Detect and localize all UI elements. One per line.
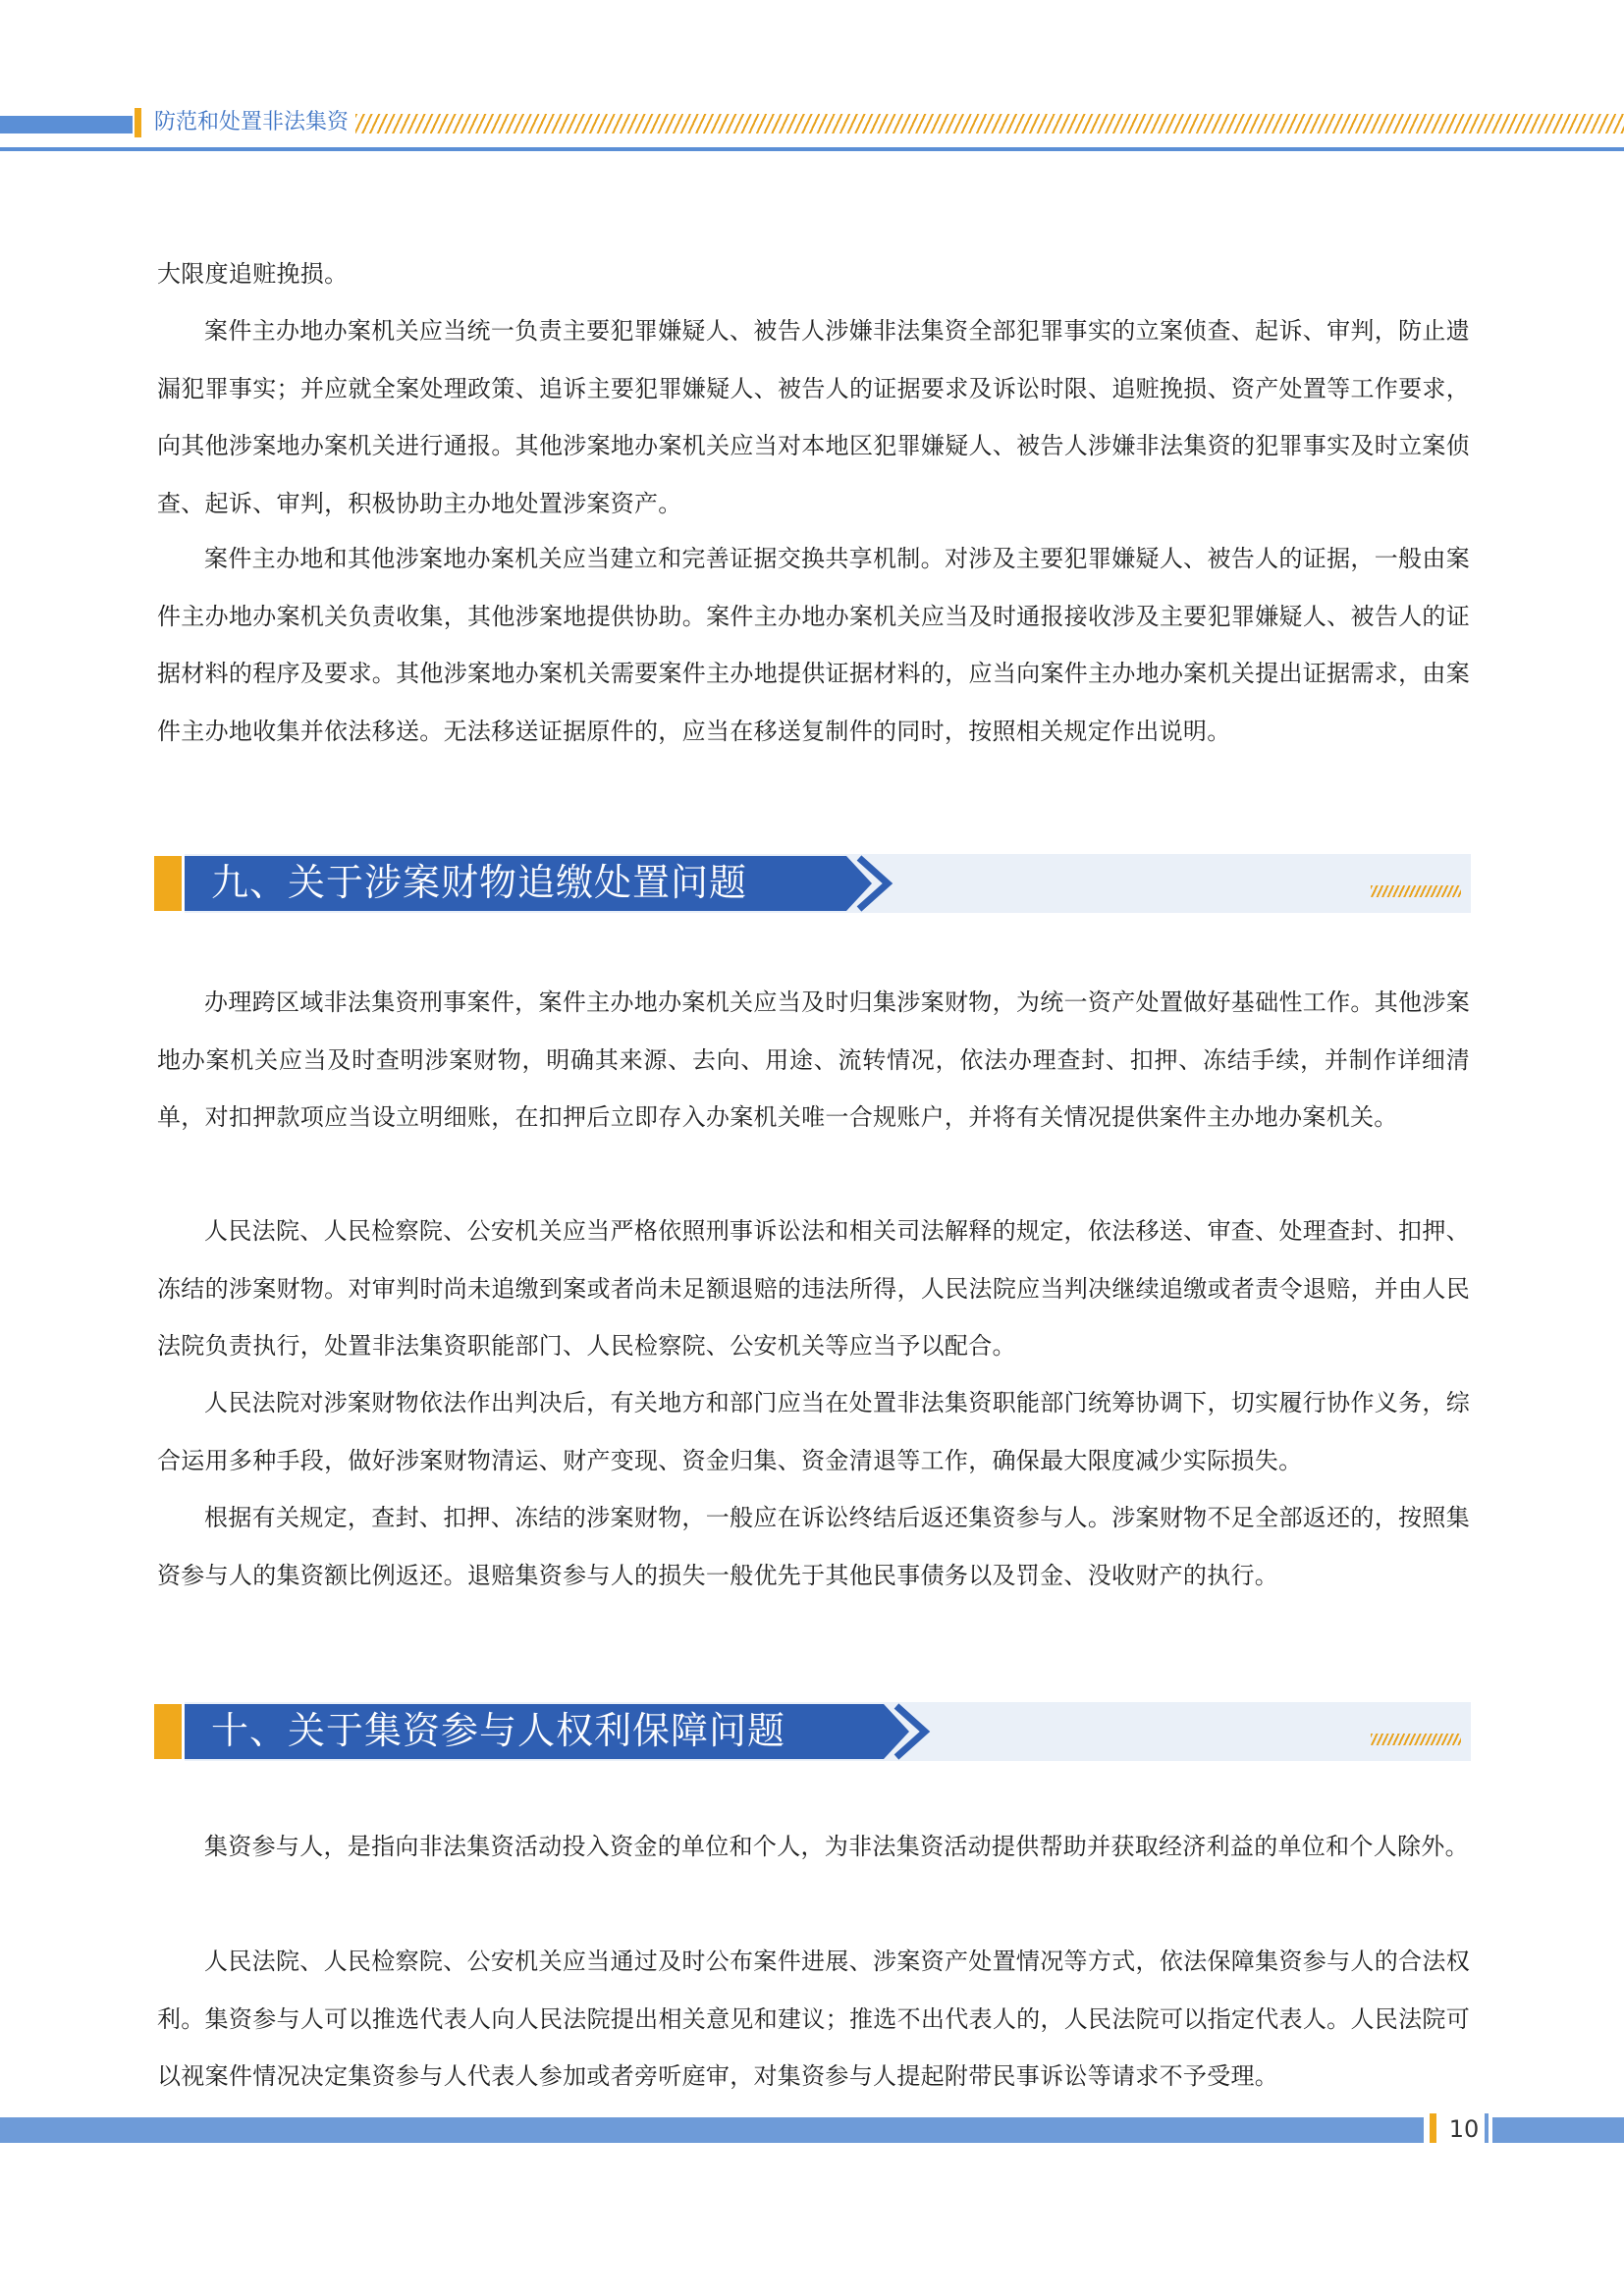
section-title: 九、关于涉案财物追缴处置问题 <box>211 861 748 904</box>
paragraph: 人民法院对涉案财物依法作出判决后，有关地方和部门应当在处置非法集资职能部门统筹协调下，切实履行协作义务，综合运用多种手段，做好涉案财物清运、财产变现、资金归集、资金清退等工作，确保最大限度减少实际损失。 <box>157 1389 1470 1474</box>
paragraph: 案件主办地办案机关应当统一负责主要犯罪嫌疑人、被告人涉嫌非法集资全部犯罪事实的立案侦查、起诉、审判，防止遗漏犯罪事实；并应就全案处理政策、追诉主要犯罪嫌疑人、被告人的证据要求及诉讼时限、追赃挽损、资产处置等工作要求，向其他涉案地办案机关进行通报。其他涉案地办案机关应当对本地区犯罪嫌疑人、被告人涉嫌非法集资的犯罪事实及时立案侦查、起诉、审判，积极协助主办地处置涉案资产。 <box>157 317 1470 517</box>
paragraph-continuation: 大限度追赃挽损。 <box>157 260 349 288</box>
header-hatch-pattern <box>355 114 1624 133</box>
paragraph: 根据有关规定，查封、扣押、冻结的涉案财物，一般应在诉讼终结后返还集资参与人。涉案财物不足全部返还的，按照集资参与人的集资额比例返还。退赔集资参与人的损失一般优先于其他民事债务以及罚金、没收财产的执行。 <box>157 1504 1470 1589</box>
header-accent-mark <box>135 108 141 137</box>
footer-separator <box>1485 2113 1489 2143</box>
paragraph: 人民法院、人民检察院、公安机关应当严格依照刑事诉讼法和相关司法解释的规定，依法移送、审查、处理查封、扣押、冻结的涉案财物。对审判时尚未追缴到案或者尚未足额退赔的违法所得，人民法院应当判决继续追缴或者责令退赔，并由人民法院负责执行，处置非法集资职能部门、人民检察院、公安机关等应当予以配合。 <box>157 1217 1470 1360</box>
header-rule-line <box>0 147 1624 151</box>
footer-bar-right <box>1492 2117 1624 2143</box>
section-hatch-pattern <box>1371 1734 1461 1745</box>
footer-bar-left <box>0 2117 1424 2143</box>
section-heading-10 <box>0 1700 1624 1763</box>
section-heading-9 <box>0 852 1624 915</box>
paragraph: 集资参与人，是指向非法集资活动投入资金的单位和个人，为非法集资活动提供帮助并获取经济利益的单位和个人除外。 <box>204 1833 1469 1860</box>
paragraph: 案件主办地和其他涉案地办案机关应当建立和完善证据交换共享机制。对涉及主要犯罪嫌疑人、被告人的证据，一般由案件主办地办案机关负责收集，其他涉案地提供协助。案件主办地办案机关应当及时通报接收涉及主要犯罪嫌疑人、被告人的证据材料的程序及要求。其他涉案地办案机关需要案件主办地提供证据材料的，应当向案件主办地办案机关提出证据需求，由案件主办地收集并依法移送。无法移送证据原件的，应当在移送复制件的同时，按照相关规定作出说明。 <box>157 545 1470 745</box>
paragraph: 办理跨区域非法集资刑事案件，案件主办地办案机关应当及时归集涉案财物，为统一资产处置做好基础性工作。其他涉案地办案机关应当及时查明涉案财物，明确其来源、去向、用途、流转情况，依法办理查封、扣押、冻结手续，并制作详细清单，对扣押款项应当设立明细账，在扣押后立即存入办案机关唯一合规账户，并将有关情况提供案件主办地办案机关。 <box>157 988 1470 1131</box>
footer-accent-mark <box>1430 2113 1436 2143</box>
section-title: 十、关于集资参与人权利保障问题 <box>211 1709 786 1752</box>
page-number: 10 <box>1448 2115 1480 2143</box>
section-hatch-pattern <box>1371 885 1461 897</box>
header-bar-left <box>0 116 133 133</box>
paragraph: 人民法院、人民检察院、公安机关应当通过及时公布案件进展、涉案资产处置情况等方式，依法保障集资参与人的合法权利。集资参与人可以推选代表人向人民法院提出相关意见和建议；推选不出代表人的，人民法院可以指定代表人。人民法院可以视案件情况决定集资参与人代表人参加或者旁听庭审，对集资参与人提起附带民事诉讼等请求不予受理。 <box>157 1948 1470 2090</box>
header-title: 防范和处置非法集资 <box>154 110 350 134</box>
